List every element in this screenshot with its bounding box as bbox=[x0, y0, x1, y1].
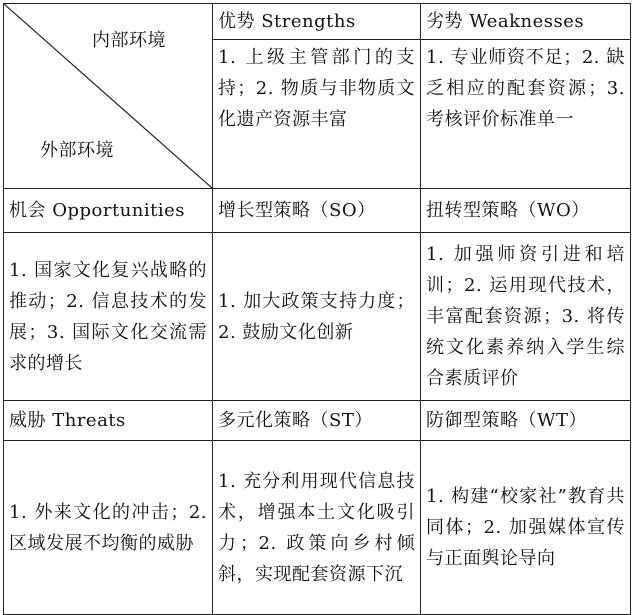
internal-environment-label: 内部环境 bbox=[92, 30, 166, 51]
external-environment-label: 外部环境 bbox=[40, 140, 114, 161]
threats-header: 威胁 Threats bbox=[4, 401, 213, 441]
st-strategy-content: 1. 充分利用现代信息技术，增强本土文化吸引力；2. 政策向乡村倾斜，实现配套资源下沉 bbox=[213, 441, 421, 615]
so-strategy-title: 增长型策略（SO） bbox=[213, 189, 421, 233]
opportunities-header: 机会 Opportunities bbox=[4, 189, 213, 233]
strengths-header: 优势 Strengths bbox=[213, 4, 421, 40]
wo-strategy-content: 1. 加强师资引进和培训；2. 运用现代技术，丰富配套资源；3. 将传统文化素养纳入学生综合素质评价 bbox=[421, 233, 631, 401]
corner-cell bbox=[4, 4, 213, 189]
so-strategy-content: 1. 加大政策支持力度；2. 鼓励文化创新 bbox=[213, 233, 421, 401]
opportunities-content: 1. 国家文化复兴战略的推动；2. 信息技术的发展；3. 国际文化交流需求的增长 bbox=[4, 233, 213, 401]
st-strategy-title: 多元化策略（ST） bbox=[213, 401, 421, 441]
strengths-content: 1. 上级主管部门的支持；2. 物质与非物质文化遗产资源丰富 bbox=[213, 40, 421, 189]
swot-table bbox=[3, 3, 631, 615]
wt-strategy-title: 防御型策略（WT） bbox=[421, 401, 631, 441]
wo-strategy-title: 扭转型策略（WO） bbox=[421, 189, 631, 233]
weaknesses-content: 1. 专业师资不足；2. 缺乏相应的配套资源；3. 考核评价标准单一 bbox=[421, 40, 631, 189]
weaknesses-header: 劣势 Weaknesses bbox=[421, 4, 631, 40]
wt-strategy-content: 1. 构建“校家社”教育共同体；2. 加强媒体宣传与正面舆论导向 bbox=[421, 441, 631, 615]
threats-content: 1. 外来文化的冲击；2. 区域发展不均衡的威胁 bbox=[4, 441, 213, 615]
